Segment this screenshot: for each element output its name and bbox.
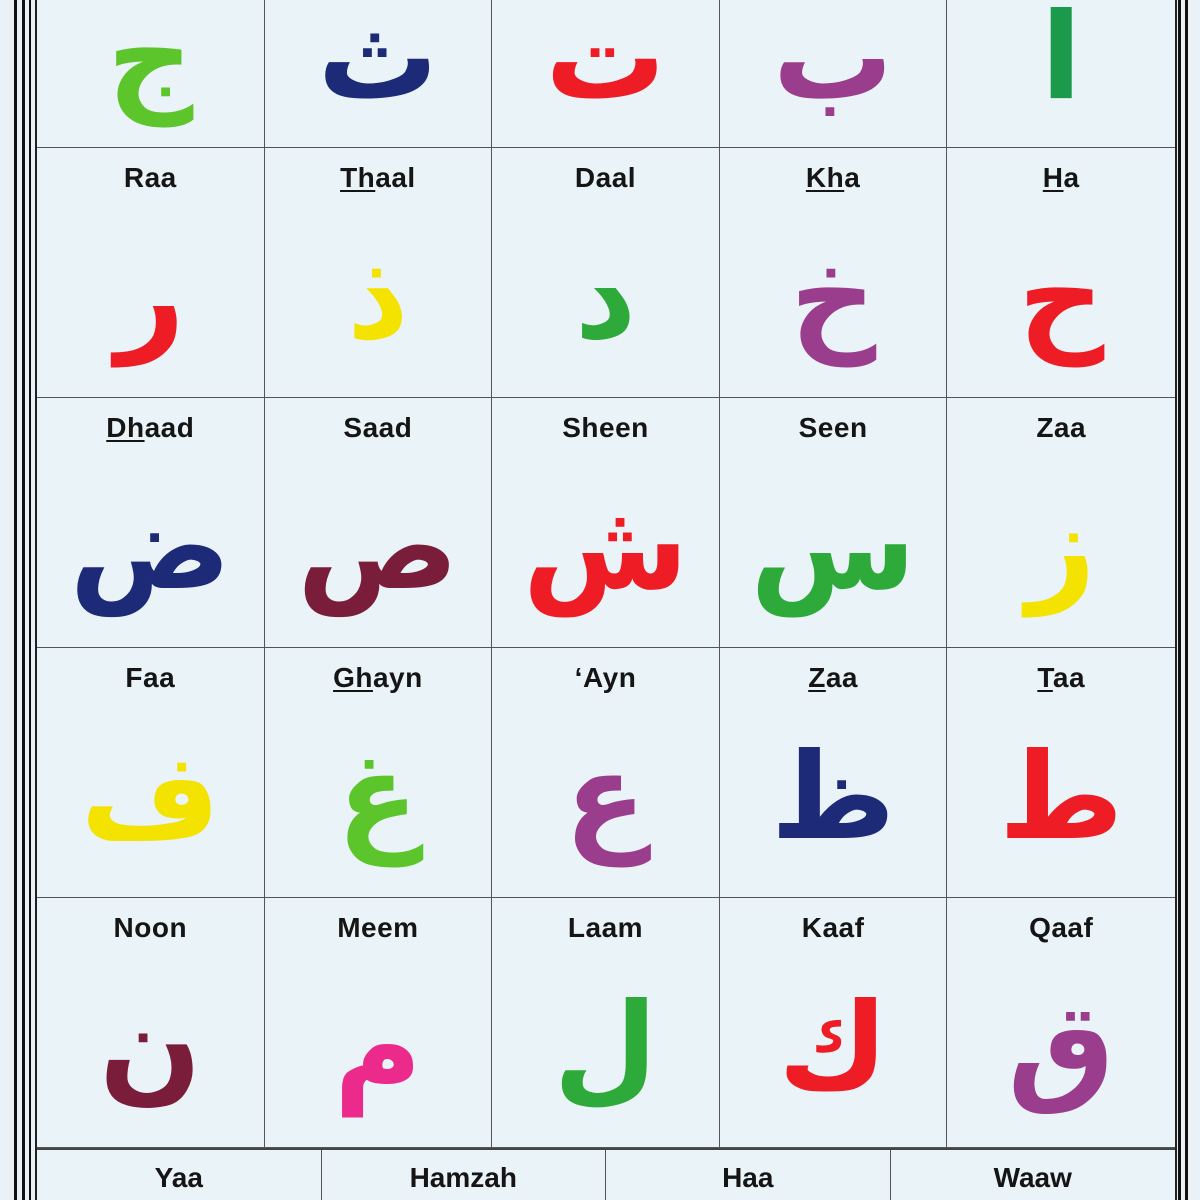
arabic-letter: ق	[1007, 978, 1115, 1117]
letter-name: Thaal	[340, 162, 416, 193]
border-line	[1185, 0, 1188, 1200]
letter-name: Zaa	[1036, 412, 1087, 443]
arabic-letter: خ	[789, 228, 877, 367]
arabic-letter: ب	[772, 0, 894, 127]
arabic-letter: ج	[107, 0, 194, 127]
letter-name: Laam	[567, 912, 644, 943]
letter-name: Yaa	[37, 1150, 322, 1200]
letter-name: Haa	[606, 1150, 891, 1200]
letter-cell	[265, 648, 493, 898]
letter-cell	[37, 648, 265, 898]
letter-cell	[720, 398, 948, 648]
arabic-letter: ا	[1040, 0, 1082, 127]
border-line	[1178, 0, 1181, 1200]
letter-cell	[492, 898, 720, 1148]
arabic-letter: ل	[553, 978, 658, 1117]
letter-cell	[492, 648, 720, 898]
letter-name: Zaa	[808, 662, 858, 693]
letter-cell	[720, 648, 948, 898]
letter-cell	[265, 398, 493, 648]
arabic-letter: ز	[1026, 478, 1096, 617]
arabic-letter: ك	[778, 978, 889, 1117]
letter-name: Ha	[1042, 162, 1080, 193]
letter-name: Ghayn	[333, 662, 423, 693]
letter-cell	[720, 148, 948, 398]
arabic-letter: ط	[998, 728, 1124, 867]
letter-name: Raa	[123, 162, 177, 193]
letter-name: Kha	[805, 162, 861, 193]
letter-cell	[265, 148, 493, 398]
letter-name: Taa	[1037, 662, 1086, 693]
letter-name: Faa	[125, 662, 176, 693]
letter-cell	[492, 0, 720, 148]
arabic-letter: ع	[564, 728, 647, 867]
arabic-letter: د	[574, 228, 637, 367]
arabic-letter: غ	[336, 728, 419, 867]
arabic-letter: ف	[80, 728, 220, 867]
letter-name: Kaaf	[801, 912, 865, 943]
arabic-letter: ر	[115, 228, 185, 367]
letter-name: Seen	[798, 412, 868, 443]
arabic-letter: ذ	[347, 228, 409, 367]
letter-name: Hamzah	[322, 1150, 607, 1200]
letter-cell	[37, 0, 265, 148]
letter-cell	[492, 148, 720, 398]
letter-name: Waaw	[993, 1162, 1072, 1193]
letter-cell	[37, 398, 265, 648]
letter-cell	[947, 898, 1175, 1148]
chart-sheet	[35, 0, 1177, 1200]
letter-cell	[947, 648, 1175, 898]
arabic-letter: ن	[99, 978, 202, 1117]
letter-cell	[37, 148, 265, 398]
letter-name: Meem	[337, 912, 419, 943]
letter-name: Saad	[343, 412, 413, 443]
letter-cell	[947, 0, 1175, 148]
letter-name: Qaaf	[1029, 912, 1094, 943]
arabic-letter: ض	[69, 478, 232, 617]
letter-cell	[947, 148, 1175, 398]
arabic-letter: ص	[297, 478, 459, 617]
letter-name: Sheen	[562, 412, 649, 443]
letter-cell	[265, 0, 493, 148]
letter-grid	[37, 0, 1175, 1148]
arabic-letter: ظ	[770, 728, 896, 867]
arabic-letter: ت	[545, 0, 666, 127]
arabic-letter: ش	[522, 478, 689, 617]
letter-cell	[492, 398, 720, 648]
letter-cell	[720, 898, 948, 1148]
letter-name: Noon	[113, 912, 188, 943]
arabic-letter: ث	[317, 0, 439, 127]
letter-name: Daal	[574, 162, 637, 193]
letter-cell	[37, 898, 265, 1148]
bottom-row	[37, 1148, 1175, 1200]
border-line	[22, 0, 25, 1200]
arabic-letter: س	[750, 478, 916, 617]
arabic-letter: ح	[1017, 228, 1105, 367]
letter-cell	[265, 898, 493, 1148]
letter-name: ‘Ayn	[574, 662, 637, 693]
border-line	[29, 0, 31, 1200]
letter-cell	[947, 398, 1175, 648]
letter-name: Dhaad	[106, 412, 195, 443]
border-line	[14, 0, 17, 1200]
letter-cell	[720, 0, 948, 148]
arabic-letter: م	[333, 978, 422, 1117]
